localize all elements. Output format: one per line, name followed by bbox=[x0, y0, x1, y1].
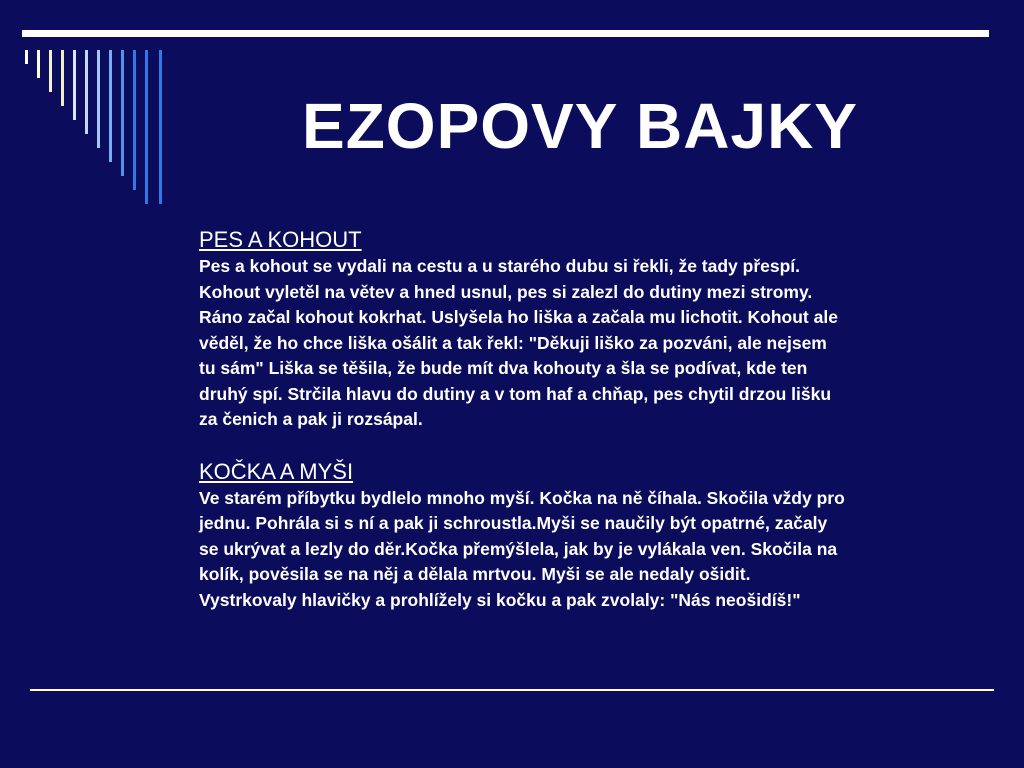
bottom-rule bbox=[30, 689, 994, 691]
slide-title: EZOPOVY BAJKY bbox=[302, 90, 858, 162]
stripe bbox=[159, 50, 162, 204]
story-heading: KOČKA A MYŠI bbox=[199, 458, 354, 484]
stripe bbox=[37, 50, 40, 78]
stripe bbox=[61, 50, 64, 106]
stripe bbox=[49, 50, 52, 92]
slide-content bbox=[199, 226, 999, 613]
stripe bbox=[25, 50, 28, 64]
story-text: Ve starém příbytku bydlelo mnoho myší. Kočka na ně číhala. Skočila vždy pro jednu. Pohrála si s ní a pak ji schroustla.Myši se naučily být opatrné, začaly se ukrývat a lezly do děr.Kočka přemýšlela, jak by je vylákala ven. Skočila na kolík, pověsila se na něj a dělala mrtvou. Myši se ale nedaly ošidit. Vystrkovaly hlavičky a prohlížely si kočku a pak zvolaly: "Nás neošidíš!" bbox=[199, 487, 845, 610]
story-heading: PES A KOHOUT bbox=[199, 227, 362, 252]
top-rule bbox=[22, 30, 989, 37]
story-text: Pes a kohout se vydali na cestu a u starého dubu si řekli, že tady přespí. Kohout vyletěl na větev a hned usnul, pes si zalezl do dutiny mezi stromy. Ráno začal kohout kokrhat. Uslyšela ho liška a začala mu lichotit. Kohout ale věděl, že ho chce liška ošálit a tak řekl: "Děkuji liško za pozváni, ale nejsem tu sám" Liška se těšila, že bude mít dva kohouty a šla se podívat, kde ten druhý spí. Strčila hlavu do dutiny a v tom haf a chňap, pes chytil drzou lišku za čenich a pak ji rozsápal. bbox=[199, 256, 838, 429]
stripe bbox=[109, 50, 112, 162]
stripe bbox=[85, 50, 88, 134]
stripe bbox=[133, 50, 136, 190]
story-kocka-a-mysi bbox=[199, 458, 999, 614]
stripe bbox=[97, 50, 100, 148]
stripe bbox=[145, 50, 148, 204]
stripe bbox=[121, 50, 124, 176]
story-pes-a-kohout bbox=[199, 226, 999, 433]
stripe bbox=[73, 50, 76, 120]
